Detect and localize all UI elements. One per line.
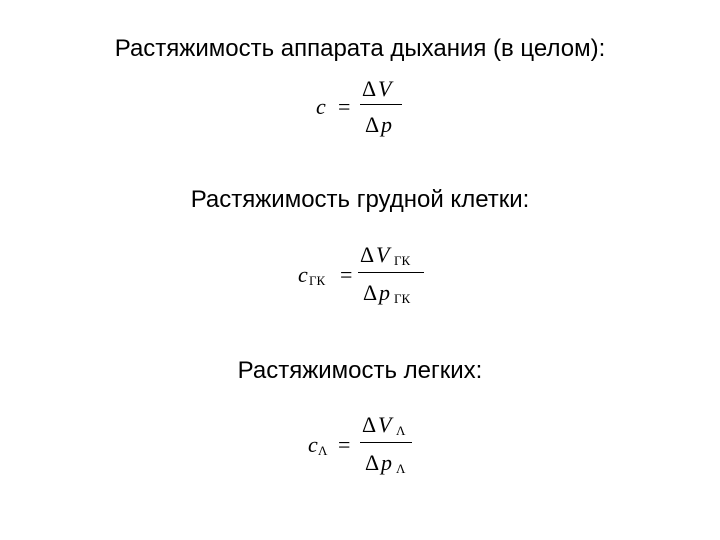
equals-sign: = xyxy=(338,94,351,119)
fraction-bar xyxy=(360,104,402,105)
delta-symbol: Δ xyxy=(363,280,378,305)
heading-chest-compliance: Растяжимость грудной клетки: xyxy=(190,186,530,213)
volume-symbol: V xyxy=(376,242,390,267)
chest-subscript: ГК xyxy=(309,273,326,288)
equals-sign: = xyxy=(338,432,351,457)
heading-lungs-compliance: Растяжимость легких: xyxy=(237,357,483,384)
delta-symbol: Δ xyxy=(365,450,380,475)
pressure-symbol: p xyxy=(379,280,390,305)
fraction-bar xyxy=(360,442,412,443)
lungs-subscript: Λ xyxy=(396,461,406,476)
volume-symbol: V xyxy=(378,76,392,101)
formula-chest-compliance xyxy=(290,240,440,310)
delta-symbol: Δ xyxy=(362,412,377,437)
pressure-symbol: p xyxy=(381,450,392,475)
chest-subscript: ГК xyxy=(394,291,411,306)
heading-total-compliance: Растяжимость аппарата дыхания (в целом): xyxy=(114,35,606,62)
equals-sign: = xyxy=(340,262,353,287)
formula-total-compliance xyxy=(300,74,420,144)
compliance-symbol: c xyxy=(316,94,326,119)
compliance-symbol: c xyxy=(308,432,318,457)
fraction-bar xyxy=(358,272,424,273)
formula-lungs-compliance xyxy=(300,410,430,480)
delta-symbol: Δ xyxy=(365,112,380,137)
lungs-subscript: Λ xyxy=(318,443,328,458)
lungs-subscript: Λ xyxy=(396,423,406,438)
pressure-symbol: p xyxy=(381,112,392,137)
compliance-symbol: c xyxy=(298,262,308,287)
volume-symbol: V xyxy=(378,412,392,437)
delta-symbol: Δ xyxy=(362,76,377,101)
delta-symbol: Δ xyxy=(360,242,375,267)
chest-subscript: ГК xyxy=(394,253,411,268)
